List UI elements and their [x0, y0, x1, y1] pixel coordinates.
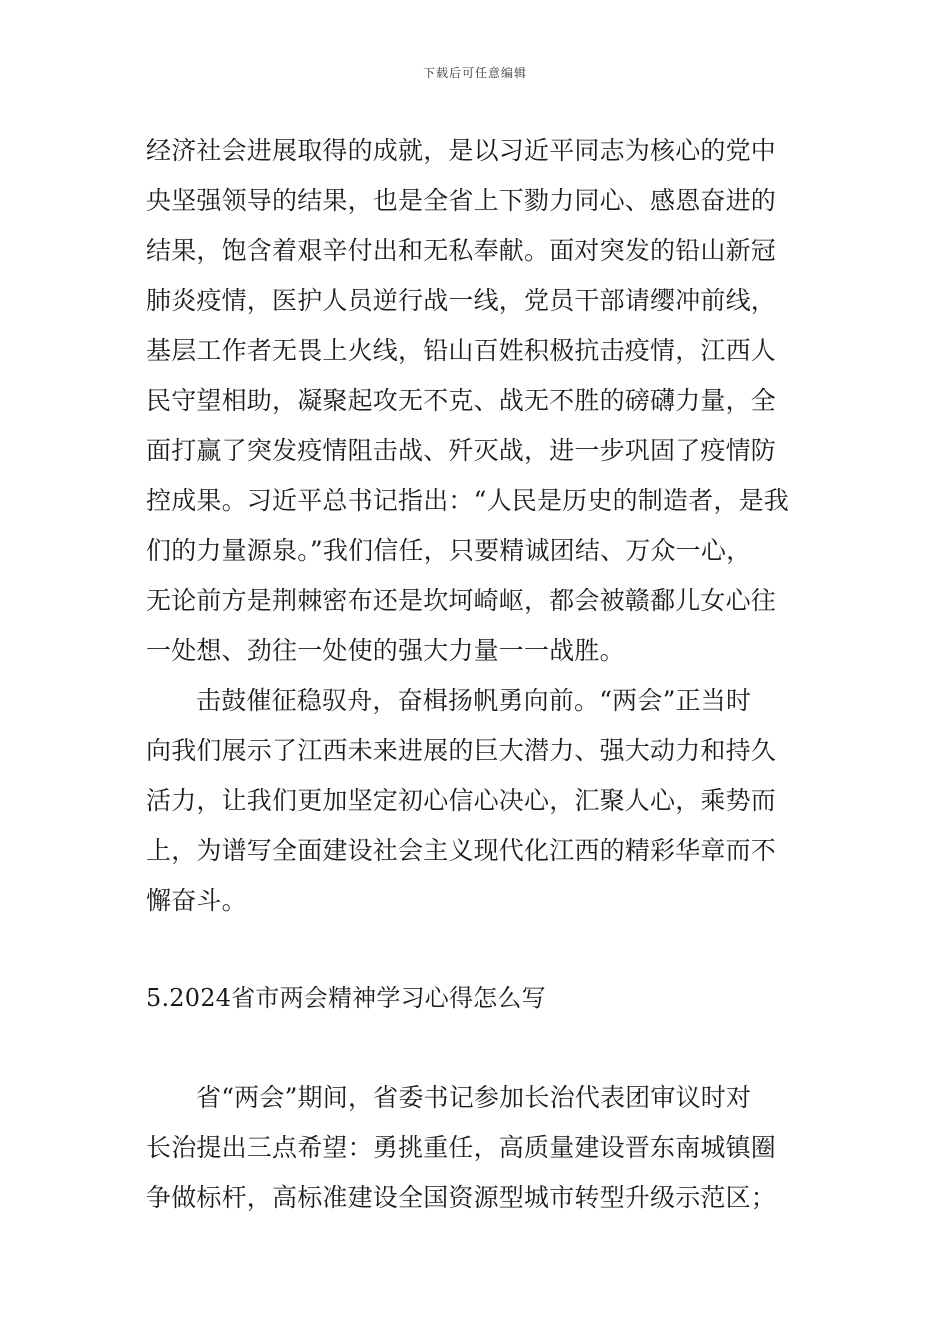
text-line: 上，为谱写全面建设社会主义现代化江西的精彩华章而不	[146, 836, 777, 865]
text-line: 争做标杆，高标准建设全国资源型城市转型升级示范区；	[146, 1183, 777, 1212]
text-line: 肺炎疫情，医护人员逆行战一线，党员干部请缨冲前线，	[146, 286, 777, 315]
section-heading: 5.2024省市两会精神学习心得怎么写	[146, 984, 546, 1012]
text-line: 经济社会进展取得的成就，是以习近平同志为核心的党中	[146, 136, 777, 165]
text-line: 击鼓催征稳驭舟，奋楫扬帆勇向前。“两会”正当时	[196, 686, 752, 715]
text-line: 无论前方是荆棘密布还是坎坷崎岖，都会被赣鄱儿女心往	[146, 586, 777, 615]
text-line: 基层工作者无畏上火线，铅山百姓积极抗击疫情，江西人	[146, 336, 777, 365]
text-line: 长治提出三点希望：勇挑重任，高质量建设晋东南城镇圈	[146, 1133, 777, 1162]
text-line: 央坚强领导的结果，也是全省上下勠力同心、感恩奋进的	[146, 186, 777, 215]
text-line: 向我们展示了江西未来进展的巨大潜力、强大动力和持久	[146, 736, 777, 765]
text-line: 面打赢了突发疫情阻击战、歼灭战，进一步巩固了疫情防	[146, 436, 777, 465]
text-line: 控成果。习近平总书记指出：“人民是历史的制造者，是我	[146, 486, 789, 515]
text-line: 民守望相助，凝聚起攻无不克、战无不胜的磅礴力量，全	[146, 386, 777, 415]
text-line: 活力，让我们更加坚定初心信心决心，汇聚人心，乘势而	[146, 786, 777, 815]
text-line: 懈奋斗。	[146, 886, 247, 915]
text-line: 们的力量源泉。”我们信任，只要精诚团结、万众一心，	[146, 536, 752, 565]
text-line: 结果，饱含着艰辛付出和无私奉献。面对突发的铅山新冠	[146, 236, 777, 265]
text-line: 省“两会”期间，省委书记参加长治代表团审议时对	[196, 1083, 752, 1112]
page-header: 下载后可任意编辑	[422, 66, 527, 80]
text-line: 一处想、劲往一处使的强大力量一一战胜。	[146, 636, 625, 665]
